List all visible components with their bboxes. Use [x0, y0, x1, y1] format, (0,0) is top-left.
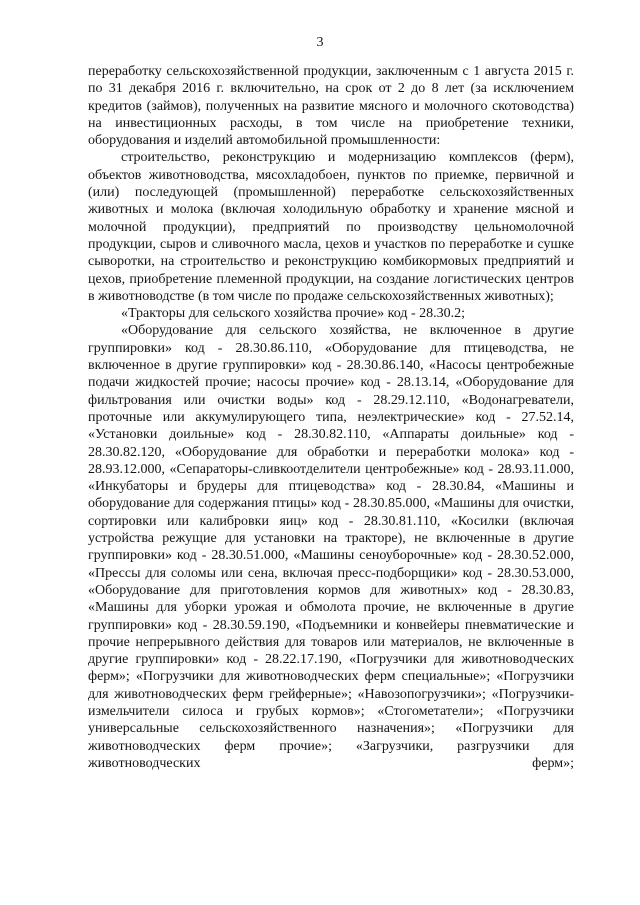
paragraph-construction: строительство, реконструкцию и модернизацию комплексов (ферм), объектов животноводства, мясохладобоен, пунктов по приемке, первичной и (или) последующей (промышленной) переработке сельскохозяйственных животных и молока (включая холодильную обработку и хранение мясной и молочной продукции), предприятий по производству цельномолочной продукции, сыров и сливочного масла, цехов и участков по переработке и сушке сыворотки, на строительство и реконструкцию комбикормовых предприятий и цехов, приобретение племенной продукции, на создание логистических центров в животноводстве (в том числе по продаже сельскохозяйственных животных); [88, 150, 574, 304]
paragraph-tractors: «Тракторы для сельского хозяйства прочие» код - 28.30.2; [121, 306, 466, 322]
paragraph-equipment-list: «Оборудование для сельского хозяйства, не включенное в другие группировки» код - 28.30.86.110, «Оборудование для птицеводства, не включенное в другие группировки» код - 28.30.86.140, «Насосы центробежные подачи жидкостей прочие; насосы прочие» код - 28.13.14, «Оборудование для фильтрования или очистки воды» код - 28.29.12.110, «Водонагреватели, проточные или аккумулирующего типа, неэлектрические» код - 27.52.14, «Установки доильные» код - 28.30.82.110, «Аппараты доильные» код - 28.30.82.120, «Оборудование для обработки и переработки молока» код - 28.93.12.000, «Сепараторы-сливкоотделители центробежные» код - 28.93.11.000, «Инкубаторы и брудеры для птицеводства» код - 28.30.84, «Машины и оборудование для содержания птицы» код - 28.30.85.000, «Машины для очистки, сортировки или калибровки яиц» код - 28.30.81.110, «Косилки (включая устройства режущие для установки на тракторе), не включенные в другие группировки» код - 28.30.51.000, «Машины сеноуборочные» код - 28.30.52.000, «Прессы для соломы или сена, включая пресс-подборщики» код - 28.30.53.000, «Оборудование для приготовления кормов для животных» код - 28.30.83, «Машины для уборки урожая и обмолота прочие, не включенные в другие группировки» код - 28.30.59.190, «Подъемники и конвейеры пневматические и прочие непрерывного действия для товаров или материалов, не включенные в другие группировки» код - 28.22.17.190, «Погрузчики для животноводческих ферм»; «Погрузчики для животноводческих ферм специальные»; «Погрузчики для животноводческих ферм грейферные»; «Навозопогрузчики»; «Погрузчики-измельчители силоса и грубых кормов»; «Стогометатели»; «Погрузчики универсальные сельскохозяйственного назначения»; «Погрузчики для животноводческих ферм прочие»; «Загрузчики, разгрузчики для животноводческих ферм»; [88, 323, 574, 771]
document-body [88, 63, 574, 772]
page-number: 3 [316, 35, 324, 50]
paragraph-intro-continuation: переработку сельскохозяйственной продукции, заключенным с 1 августа 2015 г. по 31 декабря 2016 г. включительно, на срок от 2 до 8 лет (за исключением кредитов (займов), полученных на развитие мясного и молочного скотоводства) на инвестиционных расходы, в том числе на приобретение техники, оборудования и изделий автомобильной промышленности: [88, 64, 574, 149]
